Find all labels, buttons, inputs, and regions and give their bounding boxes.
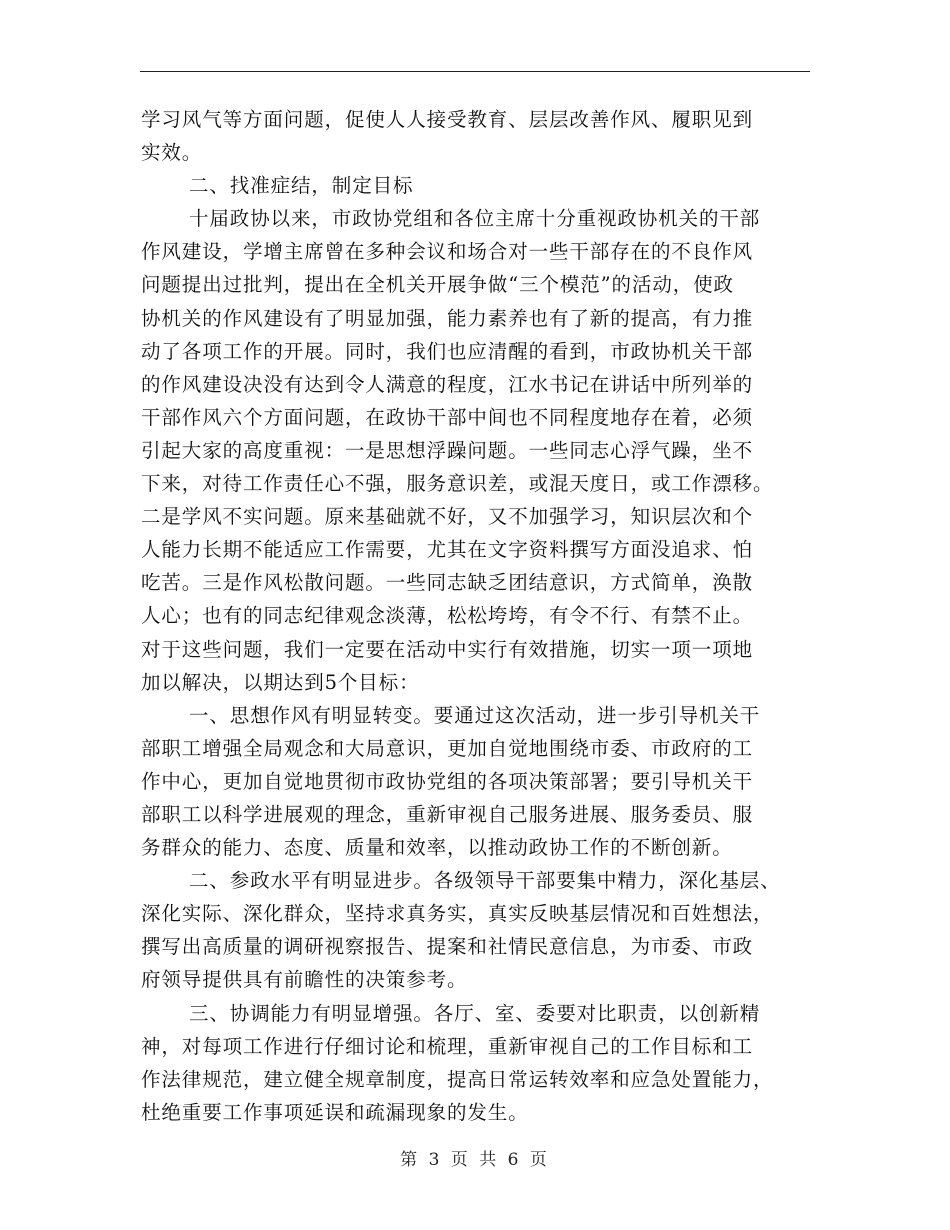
text-line: 人能力长期不能适应工作需要，尤其在文字资料撰写方面没追求、怕 — [141, 538, 754, 562]
text-line: 二、参政水平有明显进步。各级领导干部要集中精力，深化基层、 — [189, 869, 781, 893]
text-line: 务群众的能力、态度、质量和效率，以推动政协工作的不断创新。 — [141, 836, 733, 860]
text-line: 府领导提供具有前瞻性的决策参考。 — [141, 968, 468, 992]
text-line: 对于这些问题，我们一定要在活动中实行有效措施，切实一项一项地 — [141, 637, 754, 661]
text-line: 神，对每项工作进行仔细讨论和梳理，重新审视自己的工作目标和工 — [141, 1034, 754, 1058]
text-line: 三、协调能力有明显增强。各厅、室、委要对比职责，以创新精 — [189, 1001, 761, 1025]
text-line: 作法律规范，建立健全规章制度，提高日常运转效率和应急处置能力， — [141, 1067, 774, 1091]
text-line: 十届政协以来，市政协党组和各位主席十分重视政协机关的干部 — [189, 207, 761, 231]
text-line: 二、找准症结，制定目标 — [189, 174, 414, 198]
header-rule — [140, 71, 810, 72]
text-line: 杜绝重要工作事项延误和疏漏现象的发生。 — [141, 1100, 529, 1124]
text-line: 问题提出过批判，提出在全机关开展争做“三个模范”的活动，使政 — [141, 273, 734, 297]
text-line: 的作风建设决没有达到令人满意的程度，江水书记在讲话中所列举的 — [141, 372, 754, 396]
text-line: 干部作风六个方面问题，在政协干部中间也不同程度地存在着，必须 — [141, 405, 754, 429]
text-line: 一、思想作风有明显转变。要通过这次活动，进一步引导机关干 — [189, 703, 761, 727]
text-line: 学习风气等方面问题，促使人人接受教育、层层改善作风、履职见到 — [141, 108, 754, 131]
text-line: 实效。 — [141, 141, 203, 165]
text-line: 引起大家的高度重视：一是思想浮躁问题。一些同志心浮气躁，坐不 — [141, 438, 754, 462]
text-line: 作风建设，学增主席曾在多种会议和场合对一些干部存在的不良作风 — [141, 240, 754, 264]
text-line: 撰写出高质量的调研视察报告、提案和社情民意信息，为市委、市政 — [141, 935, 754, 959]
document-body — [141, 103, 813, 1129]
text-line: 下来，对待工作责任心不强，服务意识差，或混天度日，或工作漂移。 — [141, 472, 774, 496]
text-line: 作中心，更加自觉地贯彻市政协党组的各项决策部署；要引导机关干 — [141, 769, 754, 793]
text-line: 协机关的作风建设有了明显加强，能力素养也有了新的提高，有力推 — [141, 306, 754, 330]
page-footer: 第 3 页 共 6 页 — [400, 1150, 550, 1170]
text-line: 动了各项工作的开展。同时，我们也应清醒的看到，市政协机关干部 — [141, 339, 754, 363]
text-line: 部职工以科学进展观的理念，重新审视自己服务进展、服务委员、服 — [141, 802, 754, 826]
text-line: 加以解决，以期达到5个目标： — [141, 670, 420, 694]
text-line: 深化实际、深化群众，坚持求真务实，真实反映基层情况和百姓想法， — [141, 902, 774, 926]
text-line: 部职工增强全局观念和大局意识，更加自觉地围绕市委、市政府的工 — [141, 736, 754, 760]
text-line: 二是学风不实问题。原来基础就不好，又不加强学习，知识层次和个 — [141, 505, 754, 529]
text-line: 人心；也有的同志纪律观念淡薄，松松垮垮，有令不行、有禁不止。 — [141, 604, 754, 628]
text-line: 吃苦。三是作风松散问题。一些同志缺乏团结意识，方式简单，涣散 — [141, 571, 754, 595]
